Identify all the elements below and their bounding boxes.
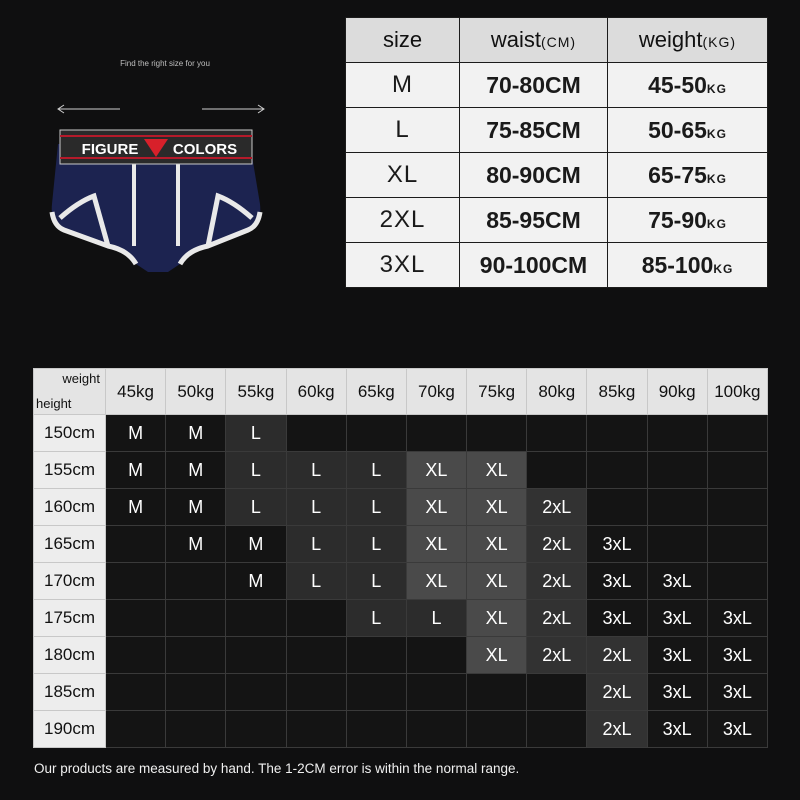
size-recommendation-cell	[527, 452, 587, 489]
size-recommendation-cell: 3xL	[587, 600, 647, 637]
size-recommendation-cell: XL	[467, 600, 527, 637]
size-table-row	[346, 63, 768, 108]
weight-cell	[608, 108, 768, 153]
size-recommendation-cell	[226, 600, 286, 637]
weight-column-header: 55kg	[226, 369, 286, 415]
size-recommendation-cell	[647, 526, 707, 563]
size-recommendation-cell: L	[226, 452, 286, 489]
weight-column-header: 80kg	[527, 369, 587, 415]
size-recommendation-cell	[467, 415, 527, 452]
size-recommendation-cell	[346, 711, 406, 748]
size-recommendation-cell: 3xL	[647, 711, 707, 748]
size-recommendation-cell: 2xL	[527, 489, 587, 526]
size-recommendation-cell: M	[166, 489, 226, 526]
grid-row	[34, 563, 768, 600]
header-weight	[608, 18, 768, 63]
size-recommendation-cell	[226, 711, 286, 748]
size-recommendation-cell: M	[226, 563, 286, 600]
size-recommendation-cell: L	[346, 452, 406, 489]
size-recommendation-cell: L	[286, 563, 346, 600]
size-recommendation-cell	[106, 526, 166, 563]
size-recommendation-cell: M	[226, 526, 286, 563]
size-recommendation-cell	[707, 452, 767, 489]
size-recommendation-cell	[106, 600, 166, 637]
size-recommendation-cell	[587, 415, 647, 452]
waist-cell: 75-85CM	[460, 108, 608, 153]
size-recommendation-cell: XL	[406, 526, 466, 563]
size-recommendation-cell: 3xL	[647, 637, 707, 674]
waist-cell: 70-80CM	[460, 63, 608, 108]
size-recommendation-cell	[346, 415, 406, 452]
size-recommendation-cell: M	[106, 489, 166, 526]
weight-cell	[608, 243, 768, 288]
size-recommendation-cell	[527, 415, 587, 452]
size-recommendation-cell	[166, 711, 226, 748]
size-recommendation-cell	[587, 489, 647, 526]
size-recommendation-cell	[467, 711, 527, 748]
size-table-row	[346, 243, 768, 288]
size-recommendation-cell: L	[286, 489, 346, 526]
weight-unit: KG	[713, 261, 734, 276]
waist-cell: 80-90CM	[460, 153, 608, 198]
size-cell: 2XL	[346, 198, 460, 243]
grid-row	[34, 452, 768, 489]
arrow-right-icon	[202, 104, 266, 114]
height-row-header: 190cm	[34, 711, 106, 748]
weight-column-header: 100kg	[707, 369, 767, 415]
size-recommendation-cell: L	[346, 489, 406, 526]
size-recommendation-cell: 2xL	[527, 637, 587, 674]
grid-row	[34, 415, 768, 452]
size-recommendation-cell: 3xL	[647, 600, 707, 637]
size-caption: Find the right size for you	[120, 59, 210, 68]
size-recommendation-cell: XL	[406, 489, 466, 526]
weight-column-header: 60kg	[286, 369, 346, 415]
size-recommendation-cell: XL	[467, 563, 527, 600]
weight-cell	[608, 153, 768, 198]
size-recommendation-cell	[226, 674, 286, 711]
size-cell: XL	[346, 153, 460, 198]
size-recommendation-cell: 3xL	[707, 637, 767, 674]
weight-range: 50-65	[648, 116, 707, 143]
height-row-header: 160cm	[34, 489, 106, 526]
size-recommendation-cell	[166, 674, 226, 711]
weight-cell	[608, 63, 768, 108]
weight-column-header: 50kg	[166, 369, 226, 415]
size-recommendation-cell	[527, 674, 587, 711]
weight-column-header: 45kg	[106, 369, 166, 415]
height-row-header: 150cm	[34, 415, 106, 452]
size-recommendation-cell	[406, 711, 466, 748]
size-recommendation-cell	[286, 637, 346, 674]
size-recommendation-cell: 2xL	[527, 600, 587, 637]
height-row-header: 180cm	[34, 637, 106, 674]
size-recommendation-cell: M	[106, 415, 166, 452]
height-row-header: 165cm	[34, 526, 106, 563]
size-recommendation-cell: XL	[467, 526, 527, 563]
weight-cell	[608, 198, 768, 243]
size-cell: 3XL	[346, 243, 460, 288]
size-recommendation-cell	[647, 489, 707, 526]
size-recommendation-cell	[106, 674, 166, 711]
size-table-header	[346, 18, 768, 63]
size-recommendation-cell: M	[166, 415, 226, 452]
height-weight-size-grid	[33, 368, 768, 748]
weight-column-header: 75kg	[467, 369, 527, 415]
size-recommendation-cell	[286, 600, 346, 637]
size-recommendation-cell: 3xL	[587, 563, 647, 600]
grid-row	[34, 526, 768, 563]
size-recommendation-cell	[467, 674, 527, 711]
size-recommendation-cell	[286, 674, 346, 711]
size-recommendation-cell	[707, 415, 767, 452]
size-recommendation-cell: L	[346, 526, 406, 563]
weight-unit: KG	[706, 126, 727, 141]
weight-unit: KG	[706, 171, 727, 186]
size-recommendation-cell: M	[166, 452, 226, 489]
size-recommendation-cell	[707, 526, 767, 563]
header-size: size	[346, 18, 460, 63]
size-recommendation-cell: L	[346, 600, 406, 637]
height-row-header: 170cm	[34, 563, 106, 600]
size-recommendation-cell: XL	[406, 452, 466, 489]
size-recommendation-cell	[346, 637, 406, 674]
size-recommendation-cell	[527, 711, 587, 748]
size-recommendation-cell: 3xL	[647, 563, 707, 600]
size-recommendation-cell: L	[226, 415, 286, 452]
size-recommendation-cell	[106, 563, 166, 600]
waistband-text-left: FIGURE	[81, 141, 139, 158]
grid-corner	[34, 369, 106, 415]
size-recommendation-cell	[406, 415, 466, 452]
size-recommendation-cell: 2xL	[587, 674, 647, 711]
size-recommendation-cell	[166, 563, 226, 600]
size-recommendation-cell	[166, 637, 226, 674]
grid-row	[34, 674, 768, 711]
header-waist-label: waist	[490, 27, 541, 52]
size-recommendation-cell	[226, 637, 286, 674]
size-recommendation-cell	[587, 452, 647, 489]
header-weight-unit: (KG)	[702, 34, 737, 50]
weight-range: 45-50	[648, 71, 707, 98]
size-recommendation-cell	[406, 637, 466, 674]
weight-range: 75-90	[648, 206, 707, 233]
grid-header-row	[34, 369, 768, 415]
grid-row	[34, 600, 768, 637]
waist-cell: 90-100CM	[460, 243, 608, 288]
size-recommendation-cell	[647, 452, 707, 489]
height-row-header: 155cm	[34, 452, 106, 489]
size-recommendation-cell	[166, 600, 226, 637]
header-weight-label: weight	[638, 27, 703, 52]
size-recommendation-cell: L	[226, 489, 286, 526]
size-recommendation-cell	[647, 415, 707, 452]
size-recommendation-cell: XL	[467, 452, 527, 489]
weight-column-header: 65kg	[346, 369, 406, 415]
size-recommendation-cell	[106, 711, 166, 748]
size-table-row	[346, 108, 768, 153]
weight-range: 85-100	[641, 251, 714, 278]
grid-row	[34, 637, 768, 674]
header-waist-unit: (CM)	[541, 34, 577, 50]
weight-column-header: 85kg	[587, 369, 647, 415]
size-recommendation-cell: 3xL	[587, 526, 647, 563]
size-recommendation-cell: 2xL	[587, 711, 647, 748]
size-recommendation-cell: 3xL	[707, 600, 767, 637]
weight-column-header: 90kg	[647, 369, 707, 415]
size-recommendation-cell	[106, 637, 166, 674]
size-cell: L	[346, 108, 460, 153]
size-recommendation-cell: 2xL	[527, 526, 587, 563]
size-recommendation-cell: M	[106, 452, 166, 489]
size-recommendation-cell: L	[346, 563, 406, 600]
size-table	[345, 17, 768, 288]
weight-range: 65-75	[648, 161, 707, 188]
size-recommendation-cell	[707, 489, 767, 526]
size-recommendation-cell	[707, 563, 767, 600]
waistband-text-right: COLORS	[172, 141, 238, 158]
size-recommendation-cell	[406, 674, 466, 711]
header-waist	[460, 18, 608, 63]
size-recommendation-cell: XL	[406, 563, 466, 600]
size-table-row	[346, 153, 768, 198]
grid-row	[34, 711, 768, 748]
size-recommendation-cell: 3xL	[707, 674, 767, 711]
weight-unit: KG	[706, 216, 727, 231]
size-recommendation-cell: 2xL	[587, 637, 647, 674]
weight-unit: KG	[706, 81, 727, 96]
measurement-note: Our products are measured by hand. The 1-2CM error is within the normal range.	[34, 761, 520, 776]
size-recommendation-cell: 3xL	[647, 674, 707, 711]
size-table-row	[346, 198, 768, 243]
size-recommendation-cell: L	[406, 600, 466, 637]
height-row-header: 185cm	[34, 674, 106, 711]
size-recommendation-cell: L	[286, 452, 346, 489]
size-cell: M	[346, 63, 460, 108]
size-recommendation-cell: XL	[467, 489, 527, 526]
corner-height-label: height	[36, 396, 72, 411]
grid-row	[34, 489, 768, 526]
arrow-left-icon	[56, 104, 120, 114]
corner-weight-label: weight	[62, 371, 100, 386]
size-recommendation-cell: M	[166, 526, 226, 563]
size-recommendation-cell: XL	[467, 637, 527, 674]
waist-cell: 85-95CM	[460, 198, 608, 243]
weight-column-header: 70kg	[406, 369, 466, 415]
size-recommendation-cell	[286, 711, 346, 748]
size-recommendation-cell: 3xL	[707, 711, 767, 748]
size-recommendation-cell	[346, 674, 406, 711]
boxer-briefs-image	[38, 126, 274, 276]
size-recommendation-cell: 2xL	[527, 563, 587, 600]
height-row-header: 175cm	[34, 600, 106, 637]
size-recommendation-cell: L	[286, 526, 346, 563]
size-recommendation-cell	[286, 415, 346, 452]
